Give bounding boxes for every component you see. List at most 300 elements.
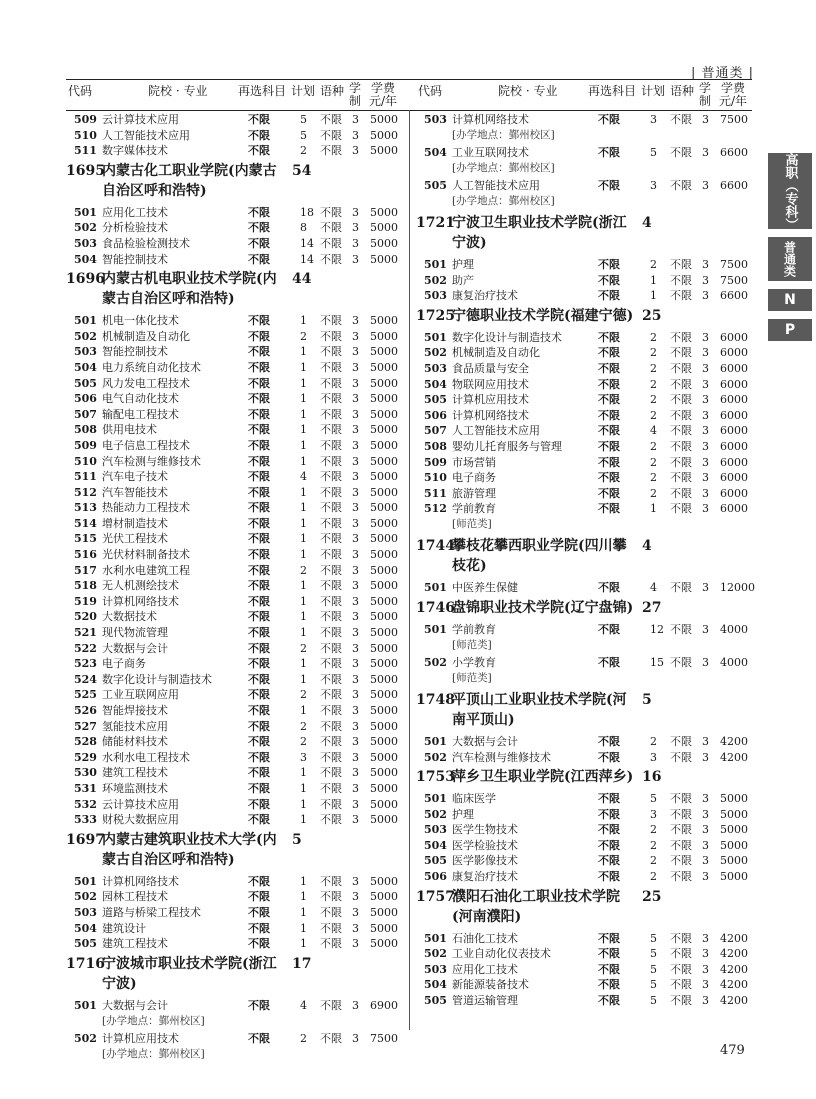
major-language: 不限: [320, 516, 342, 530]
major-duration: 3: [702, 854, 709, 868]
major-duration: 3: [702, 870, 709, 884]
major-tuition: 5000: [370, 657, 398, 671]
major-duration: 3: [352, 579, 359, 593]
major-name: 新能源装备技术: [452, 978, 529, 992]
major-language: 不限: [670, 870, 692, 884]
major-subject: 不限: [248, 750, 270, 764]
major-tuition: 5000: [370, 329, 398, 343]
school-code: 1695: [66, 162, 105, 179]
major-language: 不限: [670, 393, 692, 407]
major-name: 汽车电子技术: [102, 470, 168, 484]
major-duration: 3: [702, 455, 709, 469]
major-language: 不限: [320, 921, 342, 935]
major-duration: 3: [702, 424, 709, 438]
major-tuition: 5000: [720, 792, 748, 806]
major-row: [66, 516, 406, 532]
major-language: 不限: [670, 854, 692, 868]
major-name: 电气自动化技术: [102, 392, 179, 406]
major-code: 505: [424, 994, 447, 1008]
major-subject: 不限: [598, 994, 620, 1008]
major-language: 不限: [320, 128, 342, 142]
major-tuition: 6600: [720, 179, 748, 192]
major-duration: 3: [702, 581, 709, 595]
major-code: 501: [424, 258, 447, 271]
major-language: 不限: [320, 937, 342, 951]
major-subject: 不限: [248, 314, 270, 328]
major-tuition: 4200: [720, 750, 748, 764]
major-row: [416, 392, 752, 408]
major-name: 中医养生保健: [452, 581, 518, 595]
school-plan: 25: [642, 307, 662, 324]
major-plan: 1: [300, 890, 307, 904]
major-name: 计算机网络技术: [102, 874, 179, 888]
major-code: 503: [424, 113, 447, 126]
major-tuition: 6000: [720, 361, 748, 375]
major-name: 计算机应用技术: [102, 1031, 179, 1045]
major-duration: 3: [352, 688, 359, 702]
major-tuition: 7500: [720, 258, 748, 271]
major-duration: 3: [352, 360, 359, 374]
school-row: [66, 830, 406, 870]
major-code: 527: [74, 719, 97, 733]
major-subject: 不限: [598, 408, 620, 422]
major-name: 机电一体化技术: [102, 314, 179, 328]
major-subject: 不限: [248, 144, 270, 158]
major-plan: 12: [650, 622, 664, 636]
major-tuition: 6600: [720, 289, 748, 303]
major-row: [66, 734, 406, 750]
major-name: 无人机测绘技术: [102, 579, 179, 593]
major-code: 531: [74, 781, 97, 795]
major-subject: 不限: [598, 978, 620, 992]
major-plan: 14: [300, 236, 314, 250]
major-language: 不限: [320, 766, 342, 780]
major-language: 不限: [320, 719, 342, 733]
major-language: 不限: [320, 548, 342, 562]
major-plan: 2: [650, 346, 657, 360]
major-tuition: 6000: [720, 486, 748, 500]
major-plan: 1: [300, 407, 307, 421]
school-plan: 5: [642, 691, 652, 708]
school-plan: 54: [292, 162, 312, 179]
major-plan: 4: [650, 424, 657, 438]
major-plan: 2: [650, 734, 657, 748]
major-code: 501: [424, 581, 447, 595]
major-code: 505: [424, 854, 447, 868]
major-code: 511: [74, 144, 97, 158]
major-tuition: 4000: [720, 655, 748, 669]
major-name: 机械制造及自动化: [452, 346, 540, 360]
school-name: 内蒙古机电职业技术学院(内蒙古自治区呼和浩特): [102, 271, 277, 308]
major-plan: 2: [300, 329, 307, 343]
major-subject: 不限: [598, 838, 620, 852]
major-name: 应用化工技术: [102, 205, 168, 219]
major-tuition: 5000: [720, 838, 748, 852]
school-plan: 5: [292, 831, 302, 848]
major-subject: 不限: [248, 905, 270, 919]
major-subject: 不限: [248, 610, 270, 624]
major-subject: 不限: [248, 626, 270, 640]
school-name: 宁波城市职业技术学院(浙江宁波): [102, 955, 277, 992]
major-subject: 不限: [248, 485, 270, 499]
major-row: [66, 812, 406, 828]
major-name: 道路与桥梁工程技术: [102, 905, 201, 919]
school-plan: 4: [642, 215, 652, 231]
major-duration: 3: [702, 750, 709, 764]
major-subject: 不限: [248, 532, 270, 546]
major-name: 供用电技术: [102, 423, 157, 437]
page-number: 479: [720, 1043, 745, 1058]
major-code: 517: [74, 563, 97, 577]
major-duration: 3: [702, 978, 709, 992]
major-tuition: 5000: [370, 438, 398, 452]
major-plan: 1: [300, 905, 307, 919]
major-language: 不限: [670, 408, 692, 422]
header-duration: 学 制: [349, 81, 362, 108]
school-plan: 25: [642, 888, 662, 905]
major-duration: 3: [352, 113, 359, 126]
major-tuition: 5000: [370, 423, 398, 437]
major-duration: 3: [352, 626, 359, 640]
major-plan: 5: [650, 962, 657, 976]
major-tuition: 6900: [370, 998, 398, 1012]
major-subject: 不限: [248, 735, 270, 749]
major-code: 503: [74, 345, 97, 359]
major-code: 509: [74, 113, 97, 126]
major-language: 不限: [320, 1031, 342, 1045]
major-row: [416, 791, 752, 807]
major-language: 不限: [670, 179, 692, 192]
major-tuition: 6000: [720, 408, 748, 422]
major-row: [66, 609, 406, 625]
major-note: [办学地点：鄞州校区]: [452, 195, 555, 207]
major-language: 不限: [320, 407, 342, 421]
school-code: 1725: [416, 307, 455, 324]
major-duration: 3: [352, 144, 359, 158]
major-language: 不限: [670, 273, 692, 287]
major-tuition: 5000: [370, 470, 398, 484]
major-language: 不限: [320, 781, 342, 795]
major-language: 不限: [670, 947, 692, 961]
major-name: 智能控制技术: [102, 252, 168, 266]
major-code: 522: [74, 641, 97, 655]
major-plan: 2: [650, 870, 657, 884]
major-code: 505: [74, 376, 97, 390]
school-name: 盘锦职业技术学院(辽宁盘锦): [452, 599, 634, 616]
major-plan: 1: [300, 797, 307, 811]
major-plan: 5: [650, 947, 657, 961]
major-language: 不限: [320, 221, 342, 235]
major-row: [416, 869, 752, 885]
major-tuition: 5000: [370, 532, 398, 546]
major-plan: 18: [300, 205, 314, 219]
major-row: [416, 345, 752, 361]
side-tab-vocational[interactable]: 高职（专科）: [768, 153, 812, 229]
major-tuition: 5000: [370, 766, 398, 780]
major-duration: 3: [352, 594, 359, 608]
major-subject: 不限: [248, 376, 270, 390]
major-language: 不限: [320, 345, 342, 359]
major-tuition: 5000: [370, 610, 398, 624]
major-subject: 不限: [598, 962, 620, 976]
major-code: 524: [74, 672, 97, 686]
major-code: 513: [74, 501, 97, 515]
major-name: 输配电工程技术: [102, 407, 179, 421]
major-name: 物联网应用技术: [452, 377, 529, 391]
major-language: 不限: [320, 113, 342, 126]
major-code: 502: [74, 1031, 97, 1045]
major-code: 504: [74, 360, 97, 374]
school-name: 平顶山工业职业技术学院(河南平顶山): [452, 691, 627, 728]
major-tuition: 5000: [370, 314, 398, 328]
major-plan: 4: [650, 581, 657, 595]
major-row: [416, 257, 752, 273]
major-name: 增材制造技术: [102, 516, 168, 530]
major-name: 汽车检测与维修技术: [452, 750, 551, 764]
major-duration: 3: [352, 548, 359, 562]
major-name: 护理: [452, 807, 474, 821]
major-row: [66, 376, 406, 392]
header-plan: 计划: [641, 84, 666, 98]
major-duration: 3: [352, 890, 359, 904]
major-duration: 3: [352, 438, 359, 452]
major-language: 不限: [320, 423, 342, 437]
major-duration: 3: [702, 502, 709, 516]
major-row: [66, 205, 406, 221]
side-tab-p[interactable]: P: [768, 319, 812, 341]
major-name: 人工智能技术应用: [452, 424, 540, 438]
school-row: [416, 213, 752, 253]
major-name: 智能控制技术: [102, 345, 168, 359]
school-row: [416, 536, 752, 576]
major-language: 不限: [670, 361, 692, 375]
school-plan: 17: [292, 955, 312, 972]
major-name: 大数据与会计: [102, 641, 168, 655]
major-tuition: 5000: [370, 719, 398, 733]
major-plan: 3: [650, 807, 657, 821]
major-language: 不限: [670, 962, 692, 976]
major-name: 建筑工程技术: [102, 766, 168, 780]
school-name: 攀枝花攀西职业学院(四川攀枝花): [452, 538, 627, 575]
major-duration: 3: [702, 471, 709, 485]
major-tuition: 7500: [720, 273, 748, 287]
major-tuition: 5000: [370, 672, 398, 686]
major-code: 504: [424, 838, 447, 852]
major-subject: 不限: [248, 704, 270, 717]
major-row: [416, 439, 752, 455]
major-plan: 1: [300, 501, 307, 515]
major-duration: 3: [702, 273, 709, 287]
major-tuition: 6000: [720, 377, 748, 391]
major-name: 助产: [452, 273, 474, 287]
major-duration: 3: [352, 485, 359, 499]
major-language: 不限: [320, 874, 342, 888]
major-row: [66, 750, 406, 766]
major-duration: 3: [352, 252, 359, 266]
major-duration: 3: [702, 179, 709, 192]
major-plan: 2: [300, 688, 307, 702]
major-code: 506: [74, 392, 97, 406]
major-name: 电子商务: [102, 657, 146, 671]
major-name: 康复治疗技术: [452, 289, 518, 303]
major-tuition: 12000: [720, 581, 755, 595]
major-duration: 3: [352, 813, 359, 827]
major-plan: 1: [300, 579, 307, 593]
side-tab-general[interactable]: 普通类: [768, 237, 812, 281]
major-code: 501: [424, 792, 447, 806]
major-code: 511: [74, 470, 97, 484]
major-code: 523: [74, 657, 97, 671]
major-subject: 不限: [598, 502, 620, 516]
major-name: 应用化工技术: [452, 962, 518, 976]
school-row: [416, 767, 752, 787]
major-name: 智能焊接技术: [102, 704, 168, 717]
major-duration: 3: [702, 361, 709, 375]
major-code: 506: [424, 408, 447, 422]
major-code: 507: [74, 407, 97, 421]
major-row: [66, 407, 406, 423]
major-row: [66, 112, 406, 128]
major-duration: 3: [352, 781, 359, 795]
major-code: 512: [424, 502, 447, 516]
major-plan: 2: [300, 735, 307, 749]
school-name: 濮阳石油化工职业技术学院(河南濮阳): [452, 888, 620, 925]
major-language: 不限: [320, 579, 342, 593]
school-row: [416, 690, 752, 730]
school-name: 内蒙古化工职业学院(内蒙古自治区呼和浩特): [102, 162, 277, 199]
major-code: 533: [74, 813, 97, 827]
major-name: 环境监测技术: [102, 781, 168, 795]
major-tuition: 4200: [720, 931, 748, 945]
left-column-header: [66, 80, 406, 108]
major-row: [416, 807, 752, 823]
major-subject: 不限: [598, 622, 620, 636]
major-subject: 不限: [248, 392, 270, 406]
major-subject: 不限: [598, 289, 620, 303]
major-language: 不限: [670, 994, 692, 1008]
major-subject: 不限: [598, 823, 620, 837]
major-subject: 不限: [598, 655, 620, 669]
major-row: [416, 580, 755, 596]
major-language: 不限: [320, 641, 342, 655]
major-row: [416, 145, 752, 178]
major-code: 504: [424, 978, 447, 992]
major-row: [416, 377, 752, 393]
school-name: 内蒙古建筑职业技术大学(内蒙古自治区呼和浩特): [102, 831, 277, 868]
major-code: 528: [74, 735, 97, 749]
major-duration: 3: [352, 205, 359, 219]
major-plan: 2: [650, 361, 657, 375]
major-subject: 不限: [598, 471, 620, 485]
major-subject: 不限: [248, 594, 270, 608]
major-row: [66, 485, 406, 501]
major-name: 临床医学: [452, 792, 496, 806]
major-name: 汽车检测与维修技术: [102, 454, 201, 468]
major-duration: 3: [702, 947, 709, 961]
major-plan: 3: [650, 750, 657, 764]
category-label: 普通类: [701, 66, 744, 81]
major-name: 大数据与会计: [452, 734, 518, 748]
major-plan: 1: [650, 273, 657, 287]
major-code: 526: [74, 704, 97, 717]
side-tab-n[interactable]: N: [768, 289, 812, 311]
major-name: 市场营销: [452, 455, 496, 469]
major-row: [66, 889, 406, 905]
major-plan: 1: [300, 345, 307, 359]
major-plan: 4: [300, 998, 307, 1012]
major-language: 不限: [320, 998, 342, 1012]
major-language: 不限: [670, 146, 692, 159]
major-tuition: 5000: [370, 874, 398, 888]
major-language: 不限: [320, 532, 342, 546]
major-plan: 1: [650, 289, 657, 303]
major-name: 电子信息工程技术: [102, 438, 190, 452]
major-language: 不限: [320, 813, 342, 827]
major-code: 510: [74, 128, 97, 142]
major-plan: 1: [300, 454, 307, 468]
major-subject: 不限: [248, 548, 270, 562]
major-row: [416, 470, 752, 486]
major-row: [416, 931, 752, 947]
major-plan: 2: [300, 144, 307, 158]
major-code: 502: [424, 807, 447, 821]
major-duration: 3: [702, 792, 709, 806]
major-note: [办学地点：鄞州校区]: [102, 1047, 205, 1060]
major-name: 数字媒体技术: [102, 144, 168, 158]
school-code: 1757: [416, 888, 455, 905]
major-language: 不限: [320, 672, 342, 686]
major-row: [66, 422, 406, 438]
major-duration: 3: [352, 750, 359, 764]
major-language: 不限: [670, 113, 692, 126]
major-row: [66, 563, 406, 579]
major-tuition: 6000: [720, 502, 748, 516]
major-row: [66, 578, 406, 594]
major-code: 509: [424, 455, 447, 469]
major-language: 不限: [320, 376, 342, 390]
major-name: 人工智能技术应用: [102, 128, 190, 142]
major-code: 505: [424, 393, 447, 407]
major-plan: 2: [650, 823, 657, 837]
major-name: 电子商务: [452, 471, 496, 485]
school-code: 1744: [416, 538, 455, 555]
major-duration: 3: [702, 408, 709, 422]
major-subject: 不限: [248, 688, 270, 702]
school-code: 1746: [416, 599, 455, 616]
major-language: 不限: [320, 144, 342, 158]
major-row: [66, 329, 406, 345]
major-name: 大数据技术: [102, 610, 157, 624]
major-language: 不限: [320, 485, 342, 499]
major-duration: 3: [352, 563, 359, 577]
major-plan: 1: [300, 610, 307, 624]
major-language: 不限: [320, 688, 342, 702]
major-plan: 1: [300, 485, 307, 499]
major-subject: 不限: [598, 179, 620, 192]
major-subject: 不限: [248, 579, 270, 593]
major-plan: 5: [300, 128, 307, 142]
major-name: 云计算技术应用: [102, 113, 179, 126]
major-code: 530: [74, 766, 97, 780]
major-tuition: 5000: [720, 854, 748, 868]
major-tuition: 5000: [370, 688, 398, 702]
major-row: [66, 687, 406, 703]
major-duration: 3: [352, 376, 359, 390]
major-tuition: 5000: [370, 360, 398, 374]
major-duration: 3: [352, 454, 359, 468]
major-plan: 2: [300, 563, 307, 577]
major-language: 不限: [320, 236, 342, 250]
